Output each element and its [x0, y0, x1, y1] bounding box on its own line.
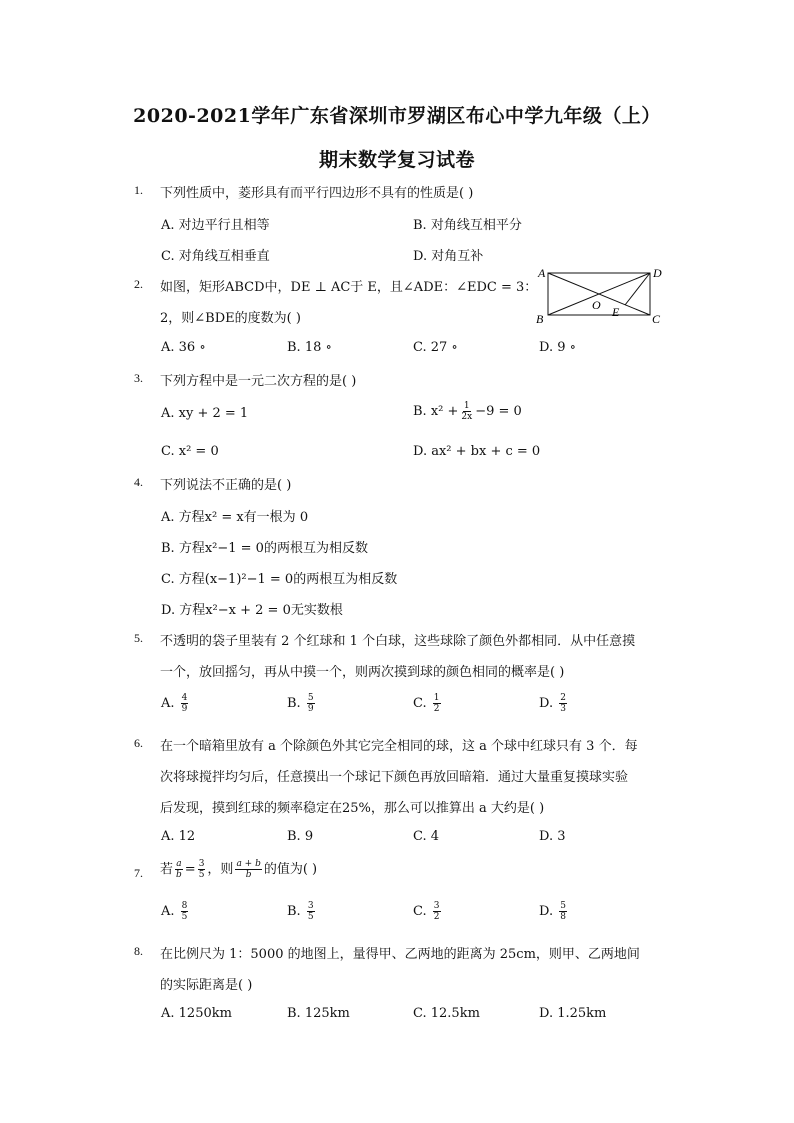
question-stem: 下列方程中是一元二次方程的是( ): [160, 374, 357, 389]
label-a: A: [538, 266, 546, 280]
option-c[interactable]: C. 对角线互相垂直: [161, 249, 270, 264]
option-d[interactable]: D. ax² + bx + c = 0: [413, 444, 541, 459]
fraction: [559, 693, 567, 714]
label-b: B: [536, 312, 544, 326]
fraction-denominator: 9: [307, 704, 314, 714]
option-label: B.: [287, 904, 301, 919]
option-c[interactable]: [413, 693, 443, 714]
fraction-numerator: 3: [198, 859, 205, 869]
question-stem-line-2: 2，则∠BDE的度数为( ): [160, 311, 301, 326]
title-line-2: 期末数学复习试卷: [318, 149, 475, 171]
fraction: [307, 693, 315, 714]
question-number: 5.: [134, 631, 143, 645]
option-a[interactable]: A. xy + 2 = 1: [161, 406, 249, 421]
fraction-denominator: 2x: [461, 412, 473, 422]
fraction-denominator: 2: [433, 912, 440, 922]
question-stem-line-1: 在比例尺为 1：5000 的地图上，量得甲、乙两地的距离为 25cm，则甲、乙两地间: [160, 947, 640, 962]
fraction-denominator: 5: [307, 912, 314, 922]
stem-prefix: 若: [160, 862, 174, 877]
label-d: D: [653, 266, 662, 280]
fraction: [235, 859, 261, 880]
fraction: [175, 859, 183, 880]
fraction-numerator: 1: [463, 401, 470, 411]
option-d[interactable]: [539, 901, 569, 922]
fraction-numerator: 3: [307, 901, 314, 911]
question-number: 1.: [134, 183, 143, 197]
fraction-numerator: 5: [560, 901, 566, 911]
fraction-denominator: 3: [560, 704, 566, 714]
question-number: 8.: [134, 944, 143, 958]
option-c[interactable]: C. 27 ∘: [413, 340, 458, 355]
option-b[interactable]: B. 对角线互相平分: [413, 218, 522, 233]
option-d[interactable]: D. 3: [539, 829, 566, 844]
option-c[interactable]: C. 12.5km: [413, 1006, 480, 1021]
question-stem-line-2: 的实际距离是( ): [160, 978, 253, 993]
title-line-1: 2020-2021学年广东省深圳市罗湖区布心中学九年级（上）: [133, 105, 661, 127]
option-d[interactable]: [539, 693, 569, 714]
fraction: [181, 901, 189, 922]
equals-sign: =: [184, 862, 196, 877]
label-e: E: [612, 305, 620, 319]
option-a[interactable]: A. 1250km: [161, 1006, 232, 1021]
option-b[interactable]: [287, 693, 317, 714]
option-c[interactable]: C. x² = 0: [161, 444, 219, 459]
fraction-numerator: a: [176, 859, 182, 869]
question-number: 4.: [134, 475, 143, 489]
option-b-suffix: −9 = 0: [475, 404, 522, 419]
option-b[interactable]: [413, 401, 522, 422]
option-a[interactable]: A. 12: [161, 829, 196, 844]
fraction: [460, 401, 473, 422]
question-stem-line-1: 如图，矩形ABCD中，DE ⊥ AC于 E，且∠ADE：∠EDC = 3：: [160, 280, 538, 295]
fraction-numerator: a + b: [236, 859, 261, 869]
option-label: A.: [161, 696, 175, 711]
fraction: [307, 901, 315, 922]
question-number: 2.: [134, 277, 143, 291]
option-label: C.: [413, 696, 427, 711]
option-d[interactable]: D. 方程x²−x + 2 = 0无实数根: [161, 603, 343, 618]
option-label: C.: [413, 904, 427, 919]
question-stem: [160, 858, 317, 880]
option-c[interactable]: C. 4: [413, 829, 440, 844]
option-label: D.: [539, 696, 554, 711]
question-number: 7.: [134, 866, 143, 880]
option-a[interactable]: [161, 901, 190, 922]
fraction-denominator: 5: [181, 912, 188, 922]
question-stem-line-2: 次将球搅拌均匀后，任意摸出一个球记下颜色再放回暗箱．通过大量重复摸球实验: [160, 770, 629, 785]
fraction-numerator: 5: [307, 693, 314, 703]
fraction-denominator: 2: [433, 704, 440, 714]
question-stem: 下列性质中，菱形具有而平行四边形不具有的性质是( ): [160, 186, 474, 201]
option-d[interactable]: D. 1.25km: [539, 1006, 607, 1021]
fraction-numerator: 2: [560, 693, 566, 703]
fraction-numerator: 4: [181, 693, 188, 703]
option-b-prefix: B. x² +: [413, 404, 459, 419]
fraction: [433, 901, 441, 922]
option-b[interactable]: B. 18 ∘: [287, 340, 332, 355]
option-c[interactable]: C. 方程(x−1)²−1 = 0的两根互为相反数: [161, 572, 398, 587]
fraction-denominator: b: [245, 870, 252, 880]
question-number: 3.: [134, 371, 143, 385]
stem-middle: ，则: [207, 862, 234, 877]
option-a[interactable]: A. 36 ∘: [161, 340, 206, 355]
question-stem-line-1: 在一个暗箱里放有 a 个除颜色外其它完全相同的球，这 a 个球中红球只有 3 个．每: [160, 739, 638, 754]
question-stem-line-1: 不透明的袋子里装有 2 个红球和 1 个白球，这些球除了颜色外都相同．从中任意摸: [160, 634, 636, 649]
fraction-denominator: 8: [560, 912, 566, 922]
fraction-denominator: 5: [198, 870, 205, 880]
option-label: A.: [161, 904, 175, 919]
option-b[interactable]: B. 方程x²−1 = 0的两根互为相反数: [161, 541, 368, 556]
fraction-numerator: 3: [433, 901, 440, 911]
option-b[interactable]: B. 9: [287, 829, 314, 844]
question-stem-line-3: 后发现，摸到红球的频率稳定在25%，那么可以推算出 a 大约是( ): [160, 801, 545, 816]
option-d[interactable]: D. 对角互补: [413, 249, 484, 264]
fraction: [559, 901, 567, 922]
label-o: O: [592, 298, 601, 312]
fraction: [198, 859, 206, 880]
fraction: [433, 693, 441, 714]
question-number: 6.: [134, 736, 143, 750]
option-c[interactable]: [413, 901, 443, 922]
question-stem-line-2: 一个，放回摇匀，再从中摸一个，则两次摸到球的颜色相同的概率是( ): [160, 665, 565, 680]
option-b[interactable]: [287, 901, 317, 922]
stem-suffix: 的值为( ): [263, 862, 318, 877]
fraction-denominator: 9: [181, 704, 188, 714]
option-d[interactable]: D. 9 ∘: [539, 340, 577, 355]
option-a[interactable]: A. 方程x² = x有一根为 0: [161, 510, 309, 525]
fraction-numerator: 1: [433, 693, 440, 703]
question-stem: 下列说法不正确的是( ): [160, 478, 292, 493]
rectangle-figure: [534, 264, 664, 326]
option-a[interactable]: [161, 693, 190, 714]
fraction-numerator: 8: [181, 901, 188, 911]
option-label: D.: [539, 904, 554, 919]
option-a[interactable]: A. 对边平行且相等: [161, 218, 270, 233]
fraction: [181, 693, 189, 714]
label-c: C: [652, 312, 661, 326]
option-b[interactable]: B. 125km: [287, 1006, 350, 1021]
fraction-denominator: b: [176, 870, 182, 880]
option-label: B.: [287, 696, 301, 711]
